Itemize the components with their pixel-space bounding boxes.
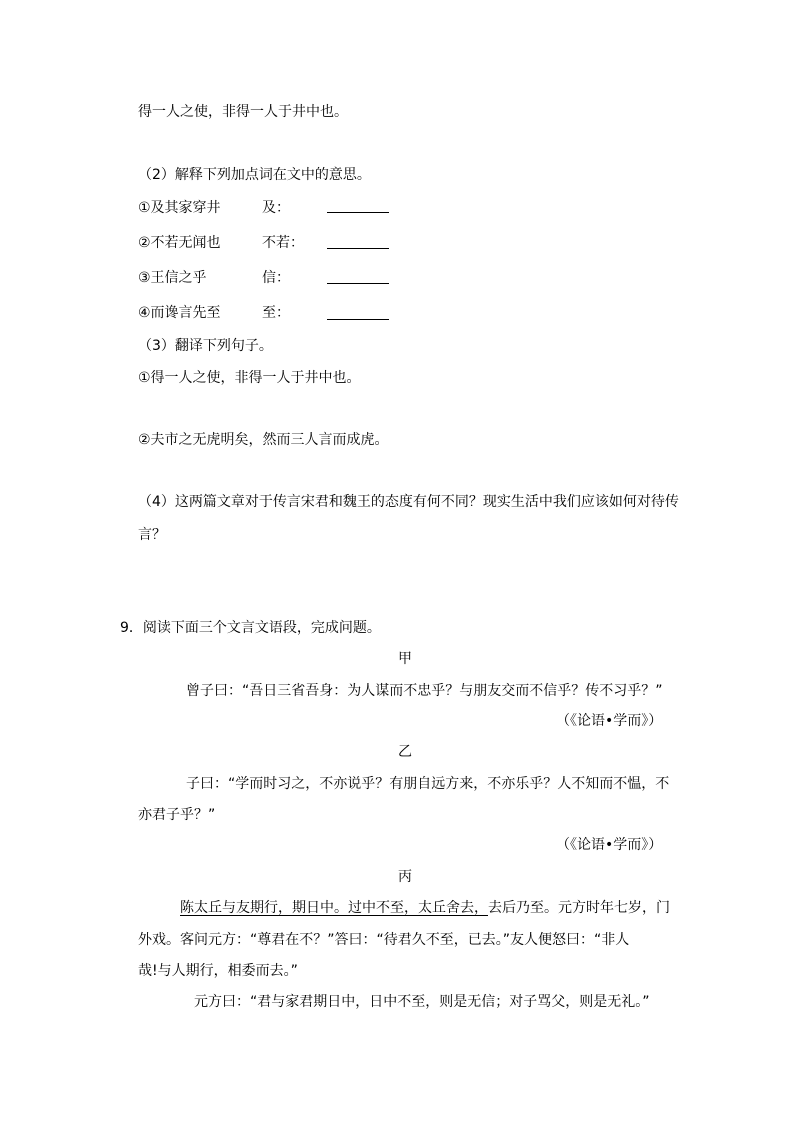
passage-bing-line4: 元方曰：“君与家君期日中，日中不至，则是无信；对子骂父，则是无礼。” — [194, 994, 650, 1010]
passage-yi-source: （《论语•学而》） — [556, 837, 663, 853]
translate-sentence-2: ②夫市之无虎明矣，然而三人言而成虎。 — [138, 432, 389, 448]
passage-bing-label: 丙 — [398, 869, 412, 885]
vocab-word: 不若： — [262, 235, 304, 251]
answer-blank[interactable] — [327, 248, 389, 249]
vocab-word: 至： — [262, 305, 290, 321]
vocab-phrase: ②不若无闻也 — [138, 235, 221, 251]
q9-title: 9．阅读下面三个文言文语段，完成问题。 — [120, 620, 381, 636]
passage-jia-label: 甲 — [398, 651, 412, 667]
passage-yi-label: 乙 — [398, 744, 412, 760]
line1-rest: 去后乃至。元方时年七岁，门 — [488, 900, 670, 916]
passage-bing-line3: 哉!与人期行，相委而去。” — [138, 963, 298, 979]
vocab-phrase: ①及其家穿井 — [138, 200, 221, 216]
passage-yi-line1: 子曰：“学而时习之，不亦说乎？有朋自远方来，不亦乐乎？人不知而不愠，不 — [186, 776, 670, 792]
answer-blank[interactable] — [327, 283, 389, 284]
vocab-word: 信： — [262, 270, 290, 286]
vocab-phrase: ③王信之乎 — [138, 270, 207, 286]
q8-fragment: 得一人之使，非得一人于井中也。 — [138, 104, 348, 120]
vocab-phrase: ④而谗言先至 — [138, 305, 221, 321]
vocab-word: 及： — [262, 200, 290, 216]
underlined-sentence: 陈太丘与友期行，期日中。过中不至，太丘舍去， — [180, 900, 488, 916]
q8-part4-line2: 言？ — [138, 527, 166, 543]
passage-bing-line2: 外戏。客问元方：“尊君在不？”答曰：“待君久不至，已去。”友人便怒曰：“非人 — [138, 932, 630, 948]
q8-part4-line1: （4）这两篇文章对于传言宋君和魏王的态度有何不同？现实生活中我们应该如何对待传 — [138, 494, 679, 510]
answer-blank[interactable] — [327, 319, 389, 320]
answer-blank[interactable] — [327, 212, 389, 213]
q8-part3-heading: （3）翻译下列句子。 — [138, 338, 273, 354]
q8-part2-heading: （2）解释下列加点词在文中的意思。 — [138, 167, 371, 183]
passage-jia-text: 曾子曰：“吾日三省吾身：为人谋而不忠乎？与朋友交而不信乎？传不习乎？” — [186, 683, 663, 699]
passage-jia-source: （《论语•学而》） — [556, 713, 663, 729]
passage-yi-line2: 亦君子乎？” — [138, 807, 216, 823]
translate-sentence-1: ①得一人之使，非得一人于井中也。 — [138, 370, 361, 386]
passage-bing-line1 — [180, 899, 670, 917]
